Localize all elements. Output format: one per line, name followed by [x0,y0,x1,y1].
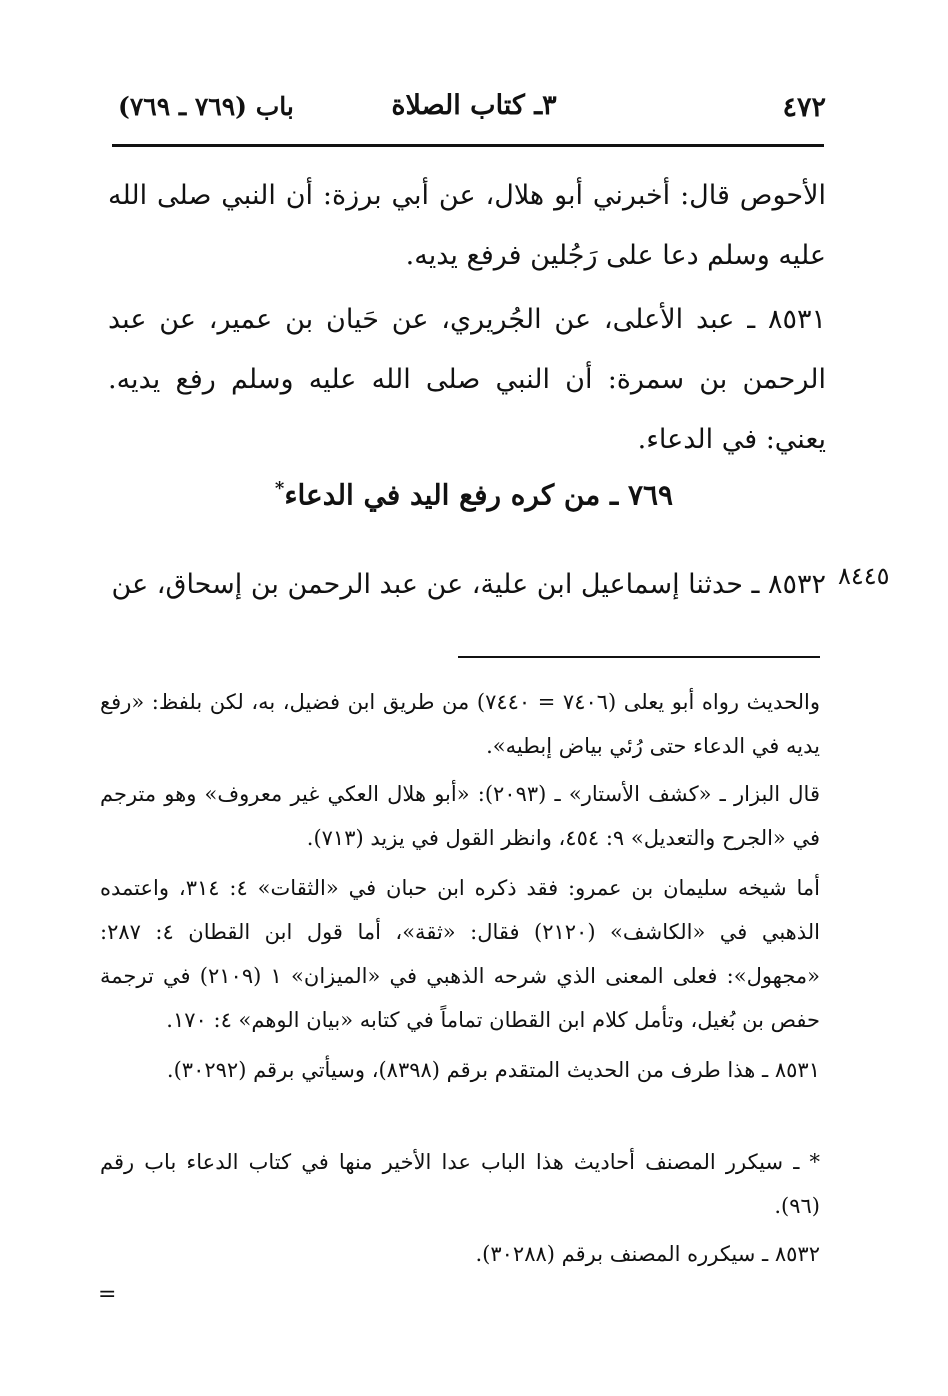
chapter-heading-text: ٧٦٩ ـ من كره رفع اليد في الدعاء [284,478,674,512]
footnote-1: والحديث رواه أبو يعلى (٧٤٠٦ = ٧٤٤٠) من طريق ابن فضيل، به، لكن بلفظ: «رفع يديه في الدعاء حتى رُئي بياض إبطيه». [100,690,821,758]
hadith-8532: ٨٥٣٢ ـ حدثنا إسماعيل ابن علية، عن عبد الرحمن بن إسحاق، عن [111,569,826,600]
footnote-5: * ـ سيكرر المصنف أحاديث هذا الباب عدا الأخير منها في كتاب الدعاء باب رقم (٩٦). [100,1150,820,1218]
chapter-footnote-star: * [274,478,285,499]
book-title: ٣ـ كتاب الصلاة [391,90,557,121]
margin-number: ٨٤٤٥ [838,562,890,590]
footnote-divider [458,656,820,658]
footnote-6: ٨٥٣٢ ـ سيكرره المصنف برقم (٣٠٢٨٨). [475,1242,820,1266]
footnote-4: ٨٥٣١ ـ هذا طرف من الحديث المتقدم برقم (٨٣٩٨)، وسيأتي برقم (٣٠٢٩٢). [166,1058,820,1082]
continuation-mark: = [98,1282,117,1307]
footnote-3: أما شيخه سليمان بن عمرو: فقد ذكره ابن حبان في «الثقات» ٤: ٣١٤، واعتمده الذهبي في «الكاشف» (٢١٢٠) فقال: «ثقة»، أما قول ابن القطان ٤: ٢٨٧: «مجهول»: فعلى المعنى الذي شرحه الذهبي في «الميزان» ١ (٢١٠٩) في ترجمة حفص بن بُغيل، وتأمل كلام ابن القطان تماماً في كتابه «بيان الوهم» ٤: ١٧٠. [100,876,821,1032]
chapter-heading [0,478,948,511]
chapter-range: باب (٧٦٩ ـ ٧٦٩) [118,92,294,121]
hadith-8531: ٨٥٣١ ـ عبد الأعلى، عن الجُريري، عن حَيان بن عمير، عن عبد الرحمن بن سمرة: أن النبي صلى الله عليه وسلم رفع يديه. يعني: في الدعاء. [108,304,826,455]
footnote-2: قال البزار ـ «كشف الأستار» ـ (٢٠٩٣): «أبو هلال العكي غير معروف» وهو مترجم في «الجرح والتعديل» ٩: ٤٥٤، وانظر القول في يزيد (٧١٣). [100,782,820,850]
header-divider [112,144,824,147]
page-number: ٤٧٢ [782,92,826,123]
body-paragraph-1: الأحوص قال: أخبرني أبو هلال، عن أبي برزة: أن النبي صلى الله عليه وسلم دعا على رَجُلين فرفع يديه. [108,180,826,271]
